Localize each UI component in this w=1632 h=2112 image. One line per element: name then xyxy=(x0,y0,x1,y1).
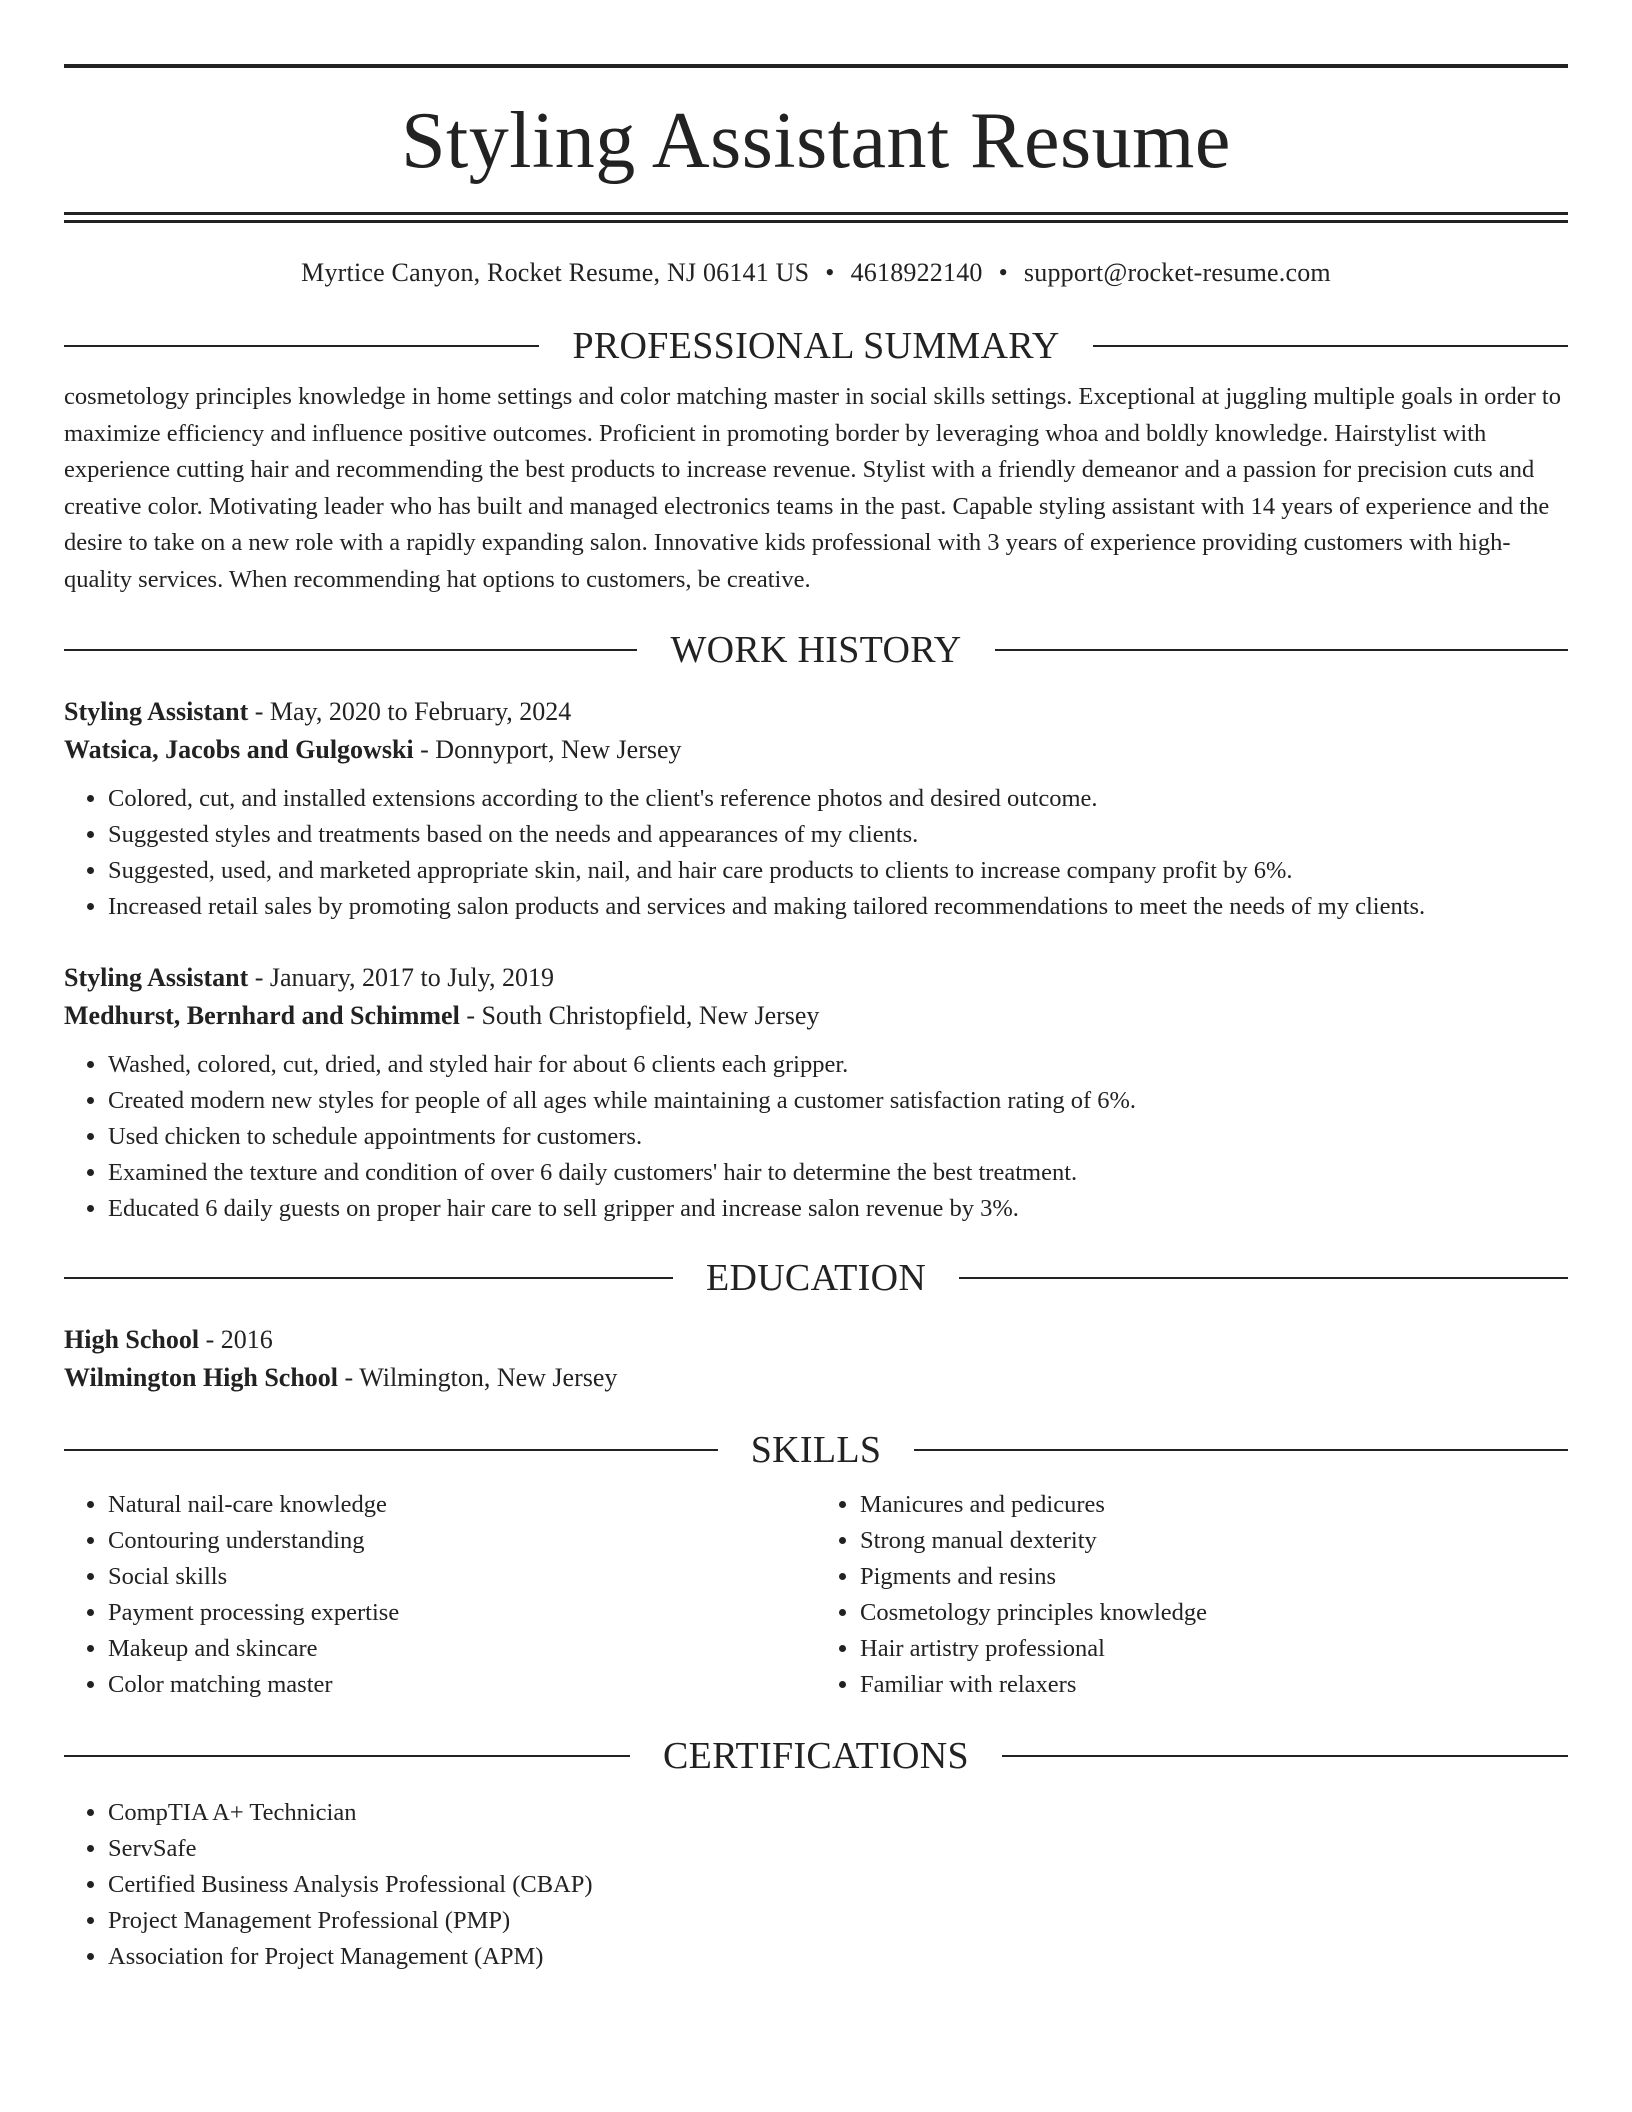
list-item: • Manicures and pedicures xyxy=(860,1487,1568,1523)
certifications-list xyxy=(64,1795,1568,1975)
list-item: • Suggested, used, and marketed appropriate skin, nail, and hair care products to clients to increase company profit by 6%. xyxy=(108,853,1568,889)
list-item: • Cosmetology principles knowledge xyxy=(860,1595,1568,1631)
job-company-line xyxy=(64,997,1568,1035)
title-double-rule xyxy=(64,212,1568,223)
resume-page xyxy=(64,64,1568,1975)
education-degree-line xyxy=(64,1321,1568,1359)
list-item: • Created modern new styles for people of all ages while maintaining a customer satisfaction rating of 6%. xyxy=(108,1083,1568,1119)
heading-rule-right xyxy=(914,1449,1568,1451)
skills-columns xyxy=(64,1487,1568,1703)
contact-separator: • xyxy=(998,258,1008,287)
section-heading-label: PROFESSIONAL SUMMARY xyxy=(572,325,1060,367)
heading-rule-left xyxy=(64,1755,630,1757)
contact-email: support@rocket-resume.com xyxy=(1023,258,1331,287)
list-item: • Certified Business Analysis Professional (CBAP) xyxy=(108,1867,1568,1903)
section-heading-education xyxy=(64,1255,1568,1301)
job-location: - South Christopfield, New Jersey xyxy=(459,1000,820,1030)
contact-line xyxy=(64,257,1568,289)
section-heading-label: WORK HISTORY xyxy=(670,628,962,671)
list-item: • Examined the texture and condition of over 6 daily customers' hair to determine the best treatment. xyxy=(108,1155,1568,1191)
job-location: - Donnyport, New Jersey xyxy=(413,734,682,764)
job-entry xyxy=(64,693,1568,925)
heading-rule-left xyxy=(64,1277,673,1279)
job-dates: - May, 2020 to February, 2024 xyxy=(248,696,572,726)
job-title-line xyxy=(64,959,1568,997)
heading-rule-right xyxy=(959,1277,1568,1279)
education-school: Wilmington High School xyxy=(64,1362,339,1392)
list-item: • Association for Project Management (APM) xyxy=(108,1939,1568,1975)
job-company: Watsica, Jacobs and Gulgowski xyxy=(64,734,414,764)
heading-rule-right xyxy=(1093,345,1568,347)
heading-rule-right xyxy=(995,649,1568,651)
education-year: - 2016 xyxy=(199,1324,273,1354)
list-item: • Color matching master xyxy=(108,1667,816,1703)
list-item: • ServSafe xyxy=(108,1831,1568,1867)
education-school-line xyxy=(64,1359,1568,1397)
section-heading-label: SKILLS xyxy=(750,1428,882,1471)
skills-list-left xyxy=(64,1487,816,1703)
education-degree: High School xyxy=(64,1324,200,1354)
job-title: Styling Assistant xyxy=(64,962,249,992)
job-dates: - January, 2017 to July, 2019 xyxy=(248,962,554,992)
job-bullets xyxy=(64,781,1568,925)
list-item: • Social skills xyxy=(108,1559,816,1595)
list-item: • Suggested styles and treatments based on the needs and appearances of my clients. xyxy=(108,817,1568,853)
list-item: • Natural nail-care knowledge xyxy=(108,1487,816,1523)
resume-title: Styling Assistant Resume xyxy=(401,97,1231,185)
list-item: • Colored, cut, and installed extensions according to the client's reference photos and desired outcome. xyxy=(108,781,1568,817)
section-heading-label: CERTIFICATIONS xyxy=(663,1734,969,1777)
section-heading-label: EDUCATION xyxy=(705,1256,927,1299)
summary-text: cosmetology principles knowledge in home settings and color matching master in social skills settings. Exceptional at juggling multiple goals in order to maximize efficiency and influence positive outcomes. Proficient in promoting border by leveraging whoa and boldly knowledge. Hairstylist with experience cutting hair and recommending the best products to increase revenue. Stylist with a friendly demeanor and a passion for precision cuts and creative color. Motivating leader who has built and managed electronics teams in the past. Capable styling assistant with 14 years of experience and the desire to take on a new role with a rapidly expanding salon. Innovative kids professional with 3 years of experience providing customers with high-quality services. When recommending hat options to customers, be creative. xyxy=(64,383,1561,593)
list-item: • Pigments and resins xyxy=(860,1559,1568,1595)
job-title: Styling Assistant xyxy=(64,696,249,726)
top-rule xyxy=(64,64,1568,68)
list-item: • Makeup and skincare xyxy=(108,1631,816,1667)
list-item: • Contouring understanding xyxy=(108,1523,816,1559)
contact-address: Myrtice Canyon, Rocket Resume, NJ 06141 US xyxy=(301,258,810,287)
job-company: Medhurst, Bernhard and Schimmel xyxy=(64,1000,460,1030)
skills-list-right xyxy=(816,1487,1568,1703)
list-item: • Payment processing expertise xyxy=(108,1595,816,1631)
education-entry xyxy=(64,1321,1568,1397)
contact-separator: • xyxy=(825,258,835,287)
job-bullets xyxy=(64,1047,1568,1227)
list-item: • Educated 6 daily guests on proper hair care to sell gripper and increase salon revenue by 3%. xyxy=(108,1191,1568,1227)
heading-rule-right xyxy=(1002,1755,1568,1757)
contact-phone: 4618922140 xyxy=(850,258,983,287)
list-item: • Strong manual dexterity xyxy=(860,1523,1568,1559)
list-item: • Increased retail sales by promoting salon products and services and making tailored recommendations to meet the needs of my clients. xyxy=(108,889,1568,925)
section-heading-summary xyxy=(64,323,1568,369)
list-item: • Project Management Professional (PMP) xyxy=(108,1903,1568,1939)
heading-rule-left xyxy=(64,649,637,651)
list-item: • Used chicken to schedule appointments for customers. xyxy=(108,1119,1568,1155)
heading-rule-left xyxy=(64,345,539,347)
list-item: • CompTIA A+ Technician xyxy=(108,1795,1568,1831)
job-entry xyxy=(64,959,1568,1227)
job-title-line xyxy=(64,693,1568,731)
list-item: • Familiar with relaxers xyxy=(860,1667,1568,1703)
section-heading-certifications xyxy=(64,1733,1568,1779)
heading-rule-left xyxy=(64,1449,718,1451)
list-item: • Hair artistry professional xyxy=(860,1631,1568,1667)
education-location: - Wilmington, New Jersey xyxy=(338,1362,618,1392)
certifications-block xyxy=(64,1795,1568,1975)
section-heading-skills xyxy=(64,1427,1568,1473)
list-item: • Washed, colored, cut, dried, and styled hair for about 6 clients each gripper. xyxy=(108,1047,1568,1083)
section-heading-work-history xyxy=(64,627,1568,673)
job-company-line xyxy=(64,731,1568,769)
